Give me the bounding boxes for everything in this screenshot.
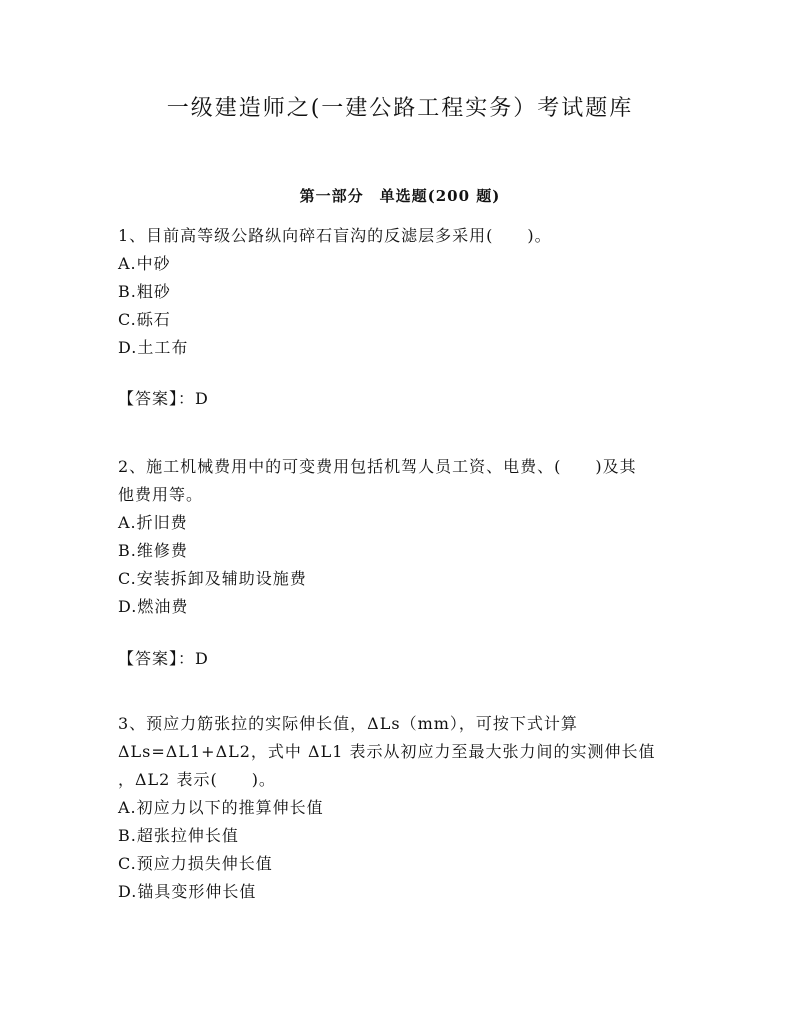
question-3-option-b: B.超张拉伸长值	[118, 826, 239, 845]
question-1-answer: 【答案】：D	[118, 389, 209, 408]
question-1-option-c: C.砾石	[118, 310, 171, 329]
question-2-option-c: C.安装拆卸及辅助设施费	[118, 569, 307, 588]
question-2-stem-line-2: 他费用等。	[118, 485, 204, 504]
question-3	[118, 710, 718, 906]
question-1-option-a: A.中砂	[118, 254, 171, 273]
question-1-option-b: B.粗砂	[118, 282, 171, 301]
question-3-stem-line-3: ，ΔL2 表示( )。	[118, 770, 276, 789]
section-title: 第一部分 单选题(200 题)	[299, 187, 501, 205]
question-3-stem-line-1: 3、预应力筋张拉的实际伸长值，ΔLs（mm），可按下式计算	[118, 714, 578, 733]
question-2-option-d: D.燃油费	[118, 597, 189, 616]
question-2-answer: 【答案】：D	[118, 649, 209, 668]
question-1-stem: 1、目前高等级公路纵向碎石盲沟的反滤层多采用( )。	[118, 226, 552, 245]
question-3-option-a: A.初应力以下的推算伸长值	[118, 798, 324, 817]
question-2-option-a: A.折旧费	[118, 513, 188, 532]
document-title: 一级建造师之(一建公路工程实务）考试题库	[166, 96, 634, 121]
question-3-option-c: C.预应力损失伸长值	[118, 854, 273, 873]
question-3-option-d: D.锚具变形伸长值	[118, 882, 257, 901]
question-1-option-d: D.土工布	[118, 338, 189, 357]
question-1	[118, 222, 718, 362]
question-3-stem-line-2: ΔLs=ΔL1+ΔL2，式中 ΔL1 表示从初应力至最大张力间的实测伸长值	[118, 742, 656, 761]
question-2	[118, 453, 718, 621]
question-2-stem-line-1: 2、施工机械费用中的可变费用包括机驾人员工资、电费、( )及其	[118, 457, 637, 476]
question-2-option-b: B.维修费	[118, 541, 188, 560]
